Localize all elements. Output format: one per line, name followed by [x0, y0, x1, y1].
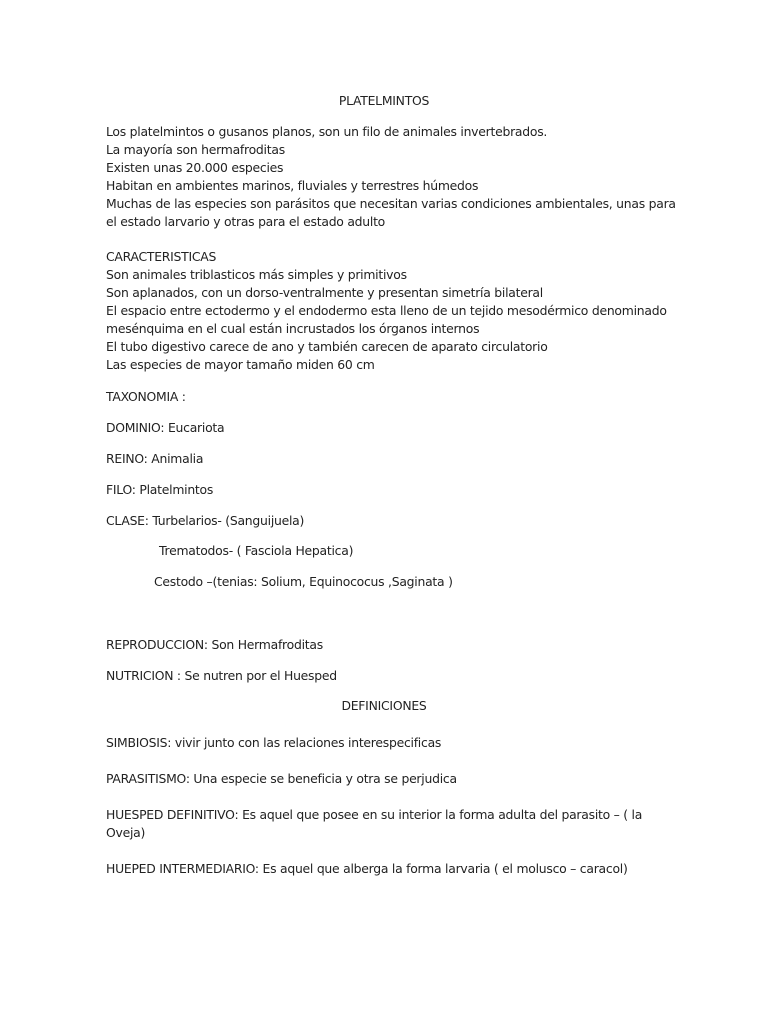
- definicion-hueped-intermediario: HUEPED INTERMEDIARIO: Es aquel que alberga la forma larvaria ( el molusco – caracol): [106, 861, 628, 876]
- definiciones-heading: DEFINICIONES: [341, 698, 427, 713]
- definicion-simbiosis: SIMBIOSIS: vivir junto con las relaciones interespecificas: [106, 735, 442, 750]
- intro-line-4: Habitan en ambientes marinos, fluviales y terrestres húmedos: [106, 178, 479, 193]
- page-title: PLATELMINTOS: [338, 93, 430, 108]
- caracteristicas-line-6: Las especies de mayor tamaño miden 60 cm: [106, 357, 375, 372]
- taxonomia-reino: REINO: Animalia: [106, 451, 204, 466]
- nutricion-line: NUTRICION : Se nutren por el Huesped: [106, 668, 337, 683]
- intro-line-1: Los platelmintos o gusanos planos, son un filo de animales invertebrados.: [106, 124, 548, 139]
- taxonomia-heading: TAXONOMIA :: [106, 389, 186, 404]
- definicion-parasitismo: PARASITISMO: Una especie se beneficia y otra se perjudica: [106, 771, 457, 786]
- caracteristicas-heading: CARACTERISTICAS: [106, 249, 217, 264]
- reproduccion-line: REPRODUCCION: Son Hermafroditas: [106, 637, 323, 652]
- definicion-huesped-definitivo-line-2: Oveja): [106, 825, 146, 840]
- intro-line-3: Existen unas 20.000 especies: [106, 160, 284, 175]
- definicion-huesped-definitivo-line-1: HUESPED DEFINITIVO: Es aquel que posee en su interior la forma adulta del parasito – ( la: [106, 807, 643, 822]
- taxonomia-cestodo: Cestodo –(tenias: Solium, Equinococus ,Saginata ): [154, 574, 453, 589]
- taxonomia-clase: CLASE: Turbelarios- (Sanguijuela): [106, 513, 305, 528]
- taxonomia-dominio: DOMINIO: Eucariota: [106, 420, 225, 435]
- caracteristicas-line-3: El espacio entre ectodermo y el endodermo esta lleno de un tejido mesodérmico denominado: [106, 303, 667, 318]
- intro-line-5: Muchas de las especies son parásitos que necesitan varias condiciones ambientales, unas para: [106, 196, 676, 211]
- caracteristicas-line-2: Son aplanados, con un dorso-ventralmente y presentan simetría bilateral: [106, 285, 543, 300]
- caracteristicas-line-4: mesénquima en el cual están incrustados los órganos internos: [106, 321, 480, 336]
- caracteristicas-line-5: El tubo digestivo carece de ano y también carecen de aparato circulatorio: [106, 339, 548, 354]
- caracteristicas-line-1: Son animales triblasticos más simples y primitivos: [106, 267, 407, 282]
- taxonomia-trematodos: Trematodos- ( Fasciola Hepatica): [159, 543, 354, 558]
- intro-line-2: La mayoría son hermafroditas: [106, 142, 285, 157]
- taxonomia-filo: FILO: Platelmintos: [106, 482, 214, 497]
- intro-line-6: el estado larvario y otras para el estado adulto: [106, 214, 386, 229]
